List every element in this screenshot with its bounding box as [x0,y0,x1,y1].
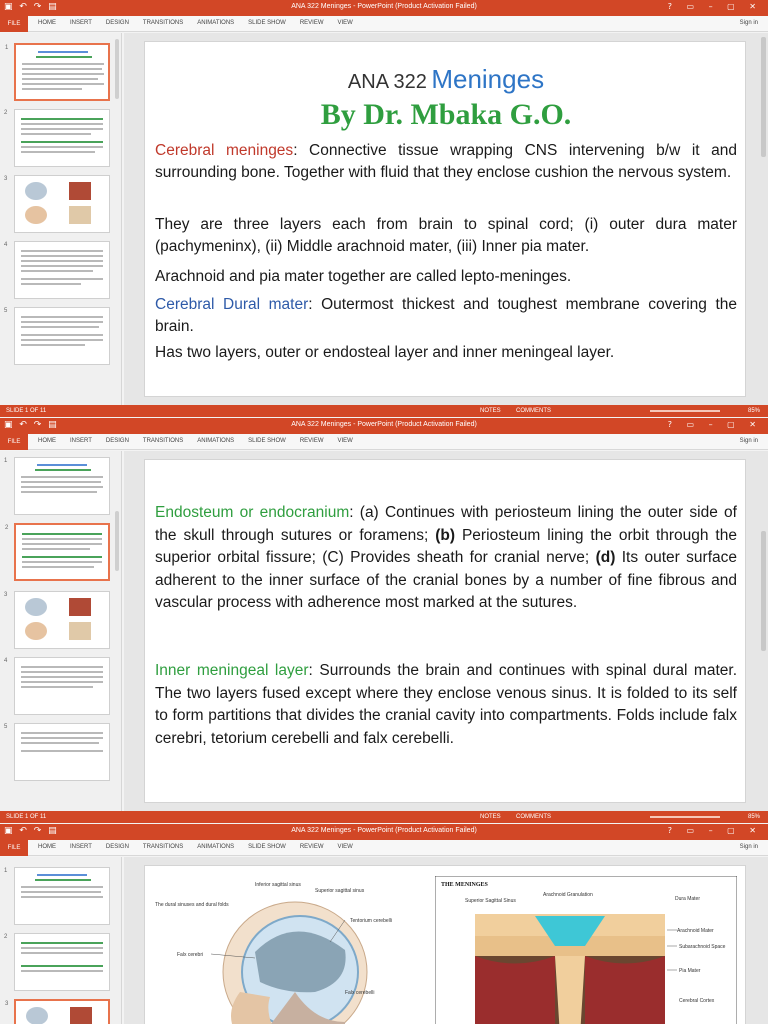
tab-home[interactable]: HOME [38,438,56,444]
title-bar [0,824,768,840]
notes-button[interactable]: NOTES [480,814,501,820]
zoom-slider[interactable] [650,410,720,412]
label-superior-sagittal-sinus: Superior sagittal sinus [315,888,365,894]
tab-transitions[interactable]: TRANSITIONS [142,20,184,26]
tab-home[interactable]: HOME [38,844,56,850]
slide-thumbnail-3[interactable]: 3 [14,999,110,1024]
tab-slide-show[interactable]: SLIDE SHOW [248,20,286,26]
label-tentorium-cerebelli: Tentorium cerebelli [350,918,392,924]
tab-view[interactable]: VIEW [337,20,353,26]
tab-insert[interactable]: INSERT [70,20,92,26]
paragraph-three-layers: They are three layers each from brain to spinal cord; (i) outer dura mater (pachymeninx), (ii) Middle arachnoid mater, (iii) Inner pia mater. [155,216,737,255]
ribbon-tabs [0,16,768,32]
slide-thumbnail-pane [0,33,122,405]
slide-thumbnail-2[interactable]: 2 [14,523,110,581]
tab-home[interactable]: HOME [38,20,56,26]
tab-slide-show[interactable]: SLIDE SHOW [248,844,286,850]
comments-button[interactable]: COMMENTS [516,814,551,820]
meninges-cross-section-diagram [435,876,737,1024]
thumbnail-scrollbar[interactable] [115,39,119,99]
tab-review[interactable]: REVIEW [299,438,324,444]
slide-thumbnail-pane [0,857,122,1024]
quick-access-icons[interactable]: ▣ ↶ ↷ ▤ [4,420,59,430]
sign-in-link[interactable]: Sign in [739,20,758,26]
window-controls-icon[interactable]: ? ▭ – ▢ ✕ [667,2,762,11]
tab-review[interactable]: REVIEW [299,20,324,26]
tab-insert[interactable]: INSERT [70,844,92,850]
window-controls-icon[interactable]: ? ▭ – ▢ ✕ [667,826,762,835]
diagram-caption: The dural sinuses and dural folds [155,902,229,908]
label-dura-mater: Dura Mater [675,896,701,902]
slide-thumbnail-2[interactable]: 2 [14,933,110,991]
title-bar [0,0,768,16]
slide-3[interactable] [144,865,746,1024]
zoom-slider[interactable] [650,816,720,818]
tab-review[interactable]: REVIEW [299,844,324,850]
sign-in-link[interactable]: Sign in [739,844,758,850]
label-superior-sagittal-sinus: Superior Sagittal Sinus [465,898,516,904]
slide-subtitle: By Dr. Mbaka G.O. [320,98,572,131]
paragraph-two-layers: Has two layers, outer or endosteal layer and inner meningeal layer. [155,344,615,361]
slide-editing-area [124,857,768,1024]
window-controls-icon[interactable]: ? ▭ – ▢ ✕ [667,420,762,429]
file-tab[interactable]: FILE [0,16,28,32]
tab-animations[interactable]: ANIMATIONS [197,844,235,850]
window-title: ANA 322 Meninges - PowerPoint (Product Activation Failed) [291,421,477,428]
paragraph-endosteum: Endosteum or endocranium: (a) Continues with periosteum lining the outer side of the skull through sutures or foramens; (b) Periosteum lining the orbit through the superior orbital fissure; (C) Provides sheath for cranial nerve; (d) Its outer surface adherent to the inner surface of the cranial bones by a number of fine fibrous and vascular process with adherence most marked at the sutures. [155,504,737,611]
slide-position: SLIDE 1 OF 11 [6,408,47,414]
ribbon-tabs [0,840,768,856]
label-falx-cerebelli: Falx cerebelli [345,990,375,996]
tab-animations[interactable]: ANIMATIONS [197,438,235,444]
tab-slide-show[interactable]: SLIDE SHOW [248,438,286,444]
window-title: ANA 322 Meninges - PowerPoint (Product Activation Failed) [291,3,477,10]
slide-thumbnail-pane [0,451,122,811]
slide-2[interactable] [144,459,746,803]
title-bar [0,418,768,434]
diagram-title: THE MENINGES [441,882,488,888]
status-bar [0,811,768,823]
paragraph-leptomeninges: Arachnoid and pia mater together are called lepto-meninges. [155,268,572,285]
slide-thumbnail-3[interactable]: 3 [14,175,110,233]
file-tab[interactable]: FILE [0,840,28,856]
paragraph-dural-mater: Cerebral Dural mater: Outermost thickest and toughest membrane covering the brain. [155,296,737,335]
slide-thumbnail-1[interactable]: 1 [14,867,110,925]
paragraph-inner-meningeal: Inner meningeal layer: Surrounds the brain and continues with spinal dural mater. The two layers fused except where they enclose venous sinus. It is folded to its self to form partitions that divides the cranial cavity into compartments. Folds include falx cerebri, tetorium cerebelli and falx cerebelli. [155,662,738,747]
paragraph-cerebral-meninges: Cerebral meninges: Connective tissue wrapping CNS intervening b/w it and surrounding bone. Together with fluid that they enclose cushion the nervous system. [155,142,737,181]
slide-scrollbar[interactable] [761,37,766,157]
slide-thumbnail-3[interactable]: 3 [14,591,110,649]
tab-insert[interactable]: INSERT [70,438,92,444]
notes-button[interactable]: NOTES [480,408,501,414]
slide-thumbnail-2[interactable]: 2 [14,109,110,167]
slide-position: SLIDE 1 OF 11 [6,814,47,820]
zoom-level[interactable]: 85% [747,814,760,820]
tab-animations[interactable]: ANIMATIONS [197,20,235,26]
powerpoint-window-3 [0,824,768,1024]
tab-design[interactable]: DESIGN [105,438,129,444]
slide-thumbnail-1[interactable]: 1 [14,457,110,515]
label-cerebral-cortex: Cerebral Cortex [679,998,715,1004]
slide-thumbnail-1[interactable]: 1 [14,43,110,101]
slide-thumbnail-4[interactable]: 4 [14,657,110,715]
slide-thumbnail-5[interactable]: 5 [14,307,110,365]
file-tab[interactable]: FILE [0,434,28,450]
window-title: ANA 322 Meninges - PowerPoint (Product Activation Failed) [291,827,477,834]
powerpoint-window-1 [0,0,768,418]
ribbon-tabs [0,434,768,450]
quick-access-icons[interactable]: ▣ ↶ ↷ ▤ [4,2,59,12]
thumbnail-scrollbar[interactable] [115,511,119,571]
slide-1[interactable] [144,41,746,397]
tab-design[interactable]: DESIGN [105,844,129,850]
label-pia-mater: Pia Mater [679,968,701,974]
status-bar [0,405,768,417]
tab-transitions[interactable]: TRANSITIONS [142,438,184,444]
slide-title: ANA 322 Meninges [347,64,545,94]
tab-view[interactable]: VIEW [337,438,353,444]
comments-button[interactable]: COMMENTS [516,408,551,414]
slide-editing-area [124,33,768,405]
slide-editing-area [124,451,768,811]
zoom-level[interactable]: 85% [747,408,760,414]
slide-thumbnail-4[interactable]: 4 [14,241,110,299]
label-inferior-sagittal-sinus: Inferior sagittal sinus [255,882,301,888]
tab-view[interactable]: VIEW [337,844,353,850]
quick-access-icons[interactable]: ▣ ↶ ↷ ▤ [4,826,59,836]
sign-in-link[interactable]: Sign in [739,438,758,444]
slide-thumbnail-5[interactable]: 5 [14,723,110,781]
dural-sinuses-diagram [145,872,425,1024]
tab-transitions[interactable]: TRANSITIONS [142,844,184,850]
powerpoint-window-2 [0,418,768,824]
slide-scrollbar[interactable] [761,531,766,651]
label-falx-cerebri: Falx cerebri [177,952,204,958]
label-arachnoid-mater: Arachnoid Mater [677,928,714,934]
tab-design[interactable]: DESIGN [105,20,129,26]
label-arachnoid-granulation: Arachnoid Granulation [543,892,593,898]
label-subarachnoid-space: Subarachnoid Space [679,944,726,950]
